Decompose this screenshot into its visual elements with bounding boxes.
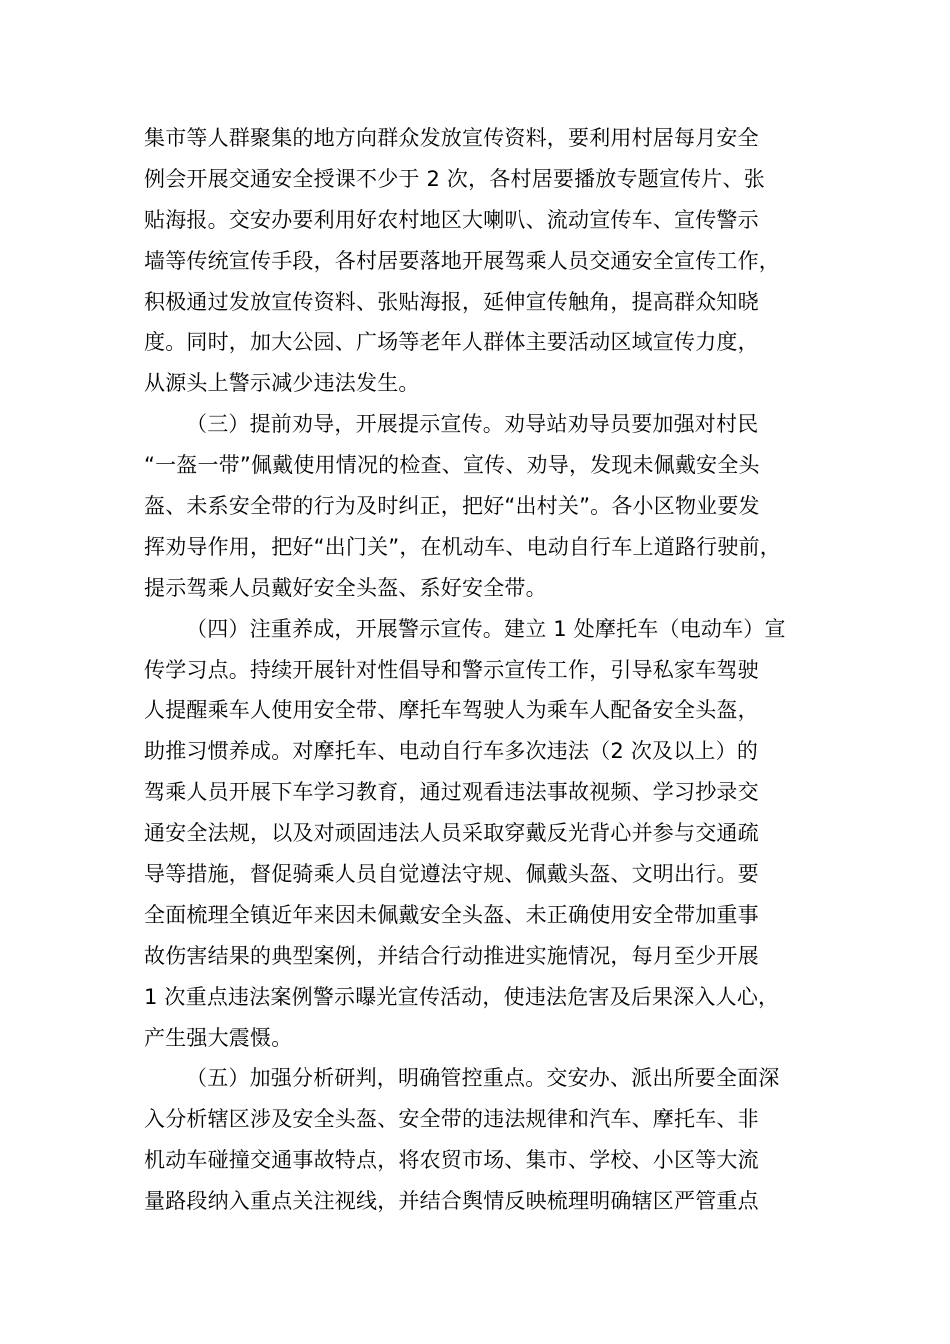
- text-line: 提示驾乘人员戴好安全头盔、系好安全带。: [144, 575, 547, 600]
- text-line: 产生强大震慑。: [144, 1025, 293, 1050]
- text-line: 入分析辖区涉及安全头盔、安全带的违法规律和汽车、摩托车、非: [144, 1107, 759, 1132]
- text-line: 人提醒乘车人使用安全带、摩托车驾驶人为乘车人配备安全头盔，: [144, 698, 759, 723]
- text-line: 助推习惯养成。对摩托车、电动自行车多次违法（2 次及以上）的: [144, 739, 759, 764]
- text-line: 通安全法规，以及对顽固违法人员采取穿戴反光背心并参与交通疏: [144, 821, 759, 846]
- text-line: 积极通过发放宣传资料、张贴海报，延伸宣传触角，提高群众知晓: [144, 289, 759, 314]
- text-line: 机动车碰撞交通事故特点，将农贸市场、集市、学校、小区等大流: [144, 1148, 759, 1173]
- text-line: 故伤害结果的典型案例，并结合行动推进实施情况，每月至少开展: [144, 943, 759, 968]
- paragraph-first-line: （五）加强分析研判，明确管控重点。交安办、派出所要全面深: [186, 1066, 780, 1091]
- text-line: 集市等人群聚集的地方向群众发放宣传资料，要利用村居每月安全: [144, 126, 759, 150]
- paragraph-first-line: （三）提前劝导，开展提示宣传。劝导站劝导员要加强对村民: [186, 412, 759, 437]
- text-line: 从源头上警示减少违法发生。: [144, 371, 420, 396]
- text-line: 盔、未系安全带的行为及时纠正，把好“出村关”。各小区物业要发: [144, 494, 760, 519]
- text-line: 挥劝导作用，把好“出门关”，在机动车、电动自行车上道路行驶前，: [144, 534, 781, 559]
- text-line: 传学习点。持续开展针对性倡导和警示宣传工作，引导私家车驾驶: [144, 657, 759, 682]
- text-line: “一盔一带”佩戴使用情况的检查、宣传、劝导，发现未佩戴安全头: [144, 453, 760, 478]
- text-line: 量路段纳入重点关注视线，并结合舆情反映梳理明确辖区严管重点: [144, 1189, 759, 1214]
- text-line: 1 次重点违法案例警示曝光宣传活动，使违法危害及后果深入人心，: [144, 984, 780, 1009]
- text-line: 驾乘人员开展下车学习教育，通过观看违法事故视频、学习抄录交: [144, 780, 759, 805]
- text-line: 贴海报。交安办要利用好农村地区大喇叭、流动宣传车、宣传警示: [144, 207, 759, 232]
- text-line: 度。同时，加大公园、广场等老年人群体主要活动区域宣传力度，: [144, 330, 759, 355]
- document-body: [144, 118, 834, 1222]
- text-line: 全面梳理全镇近年来因未佩戴安全头盔、未正确使用安全带加重事: [144, 902, 759, 927]
- text-line: 导等措施，督促骑乘人员自觉遵法守规、佩戴头盔、文明出行。要: [144, 862, 759, 887]
- text-line: 墙等传统宣传手段，各村居要落地开展驾乘人员交通安全宣传工作，: [144, 248, 780, 273]
- text-line: 例会开展交通安全授课不少于 2 次，各村居要播放专题宣传片、张: [144, 166, 765, 191]
- paragraph-first-line: （四）注重养成，开展警示宣传。建立 1 处摩托车（电动车）宣: [186, 616, 786, 641]
